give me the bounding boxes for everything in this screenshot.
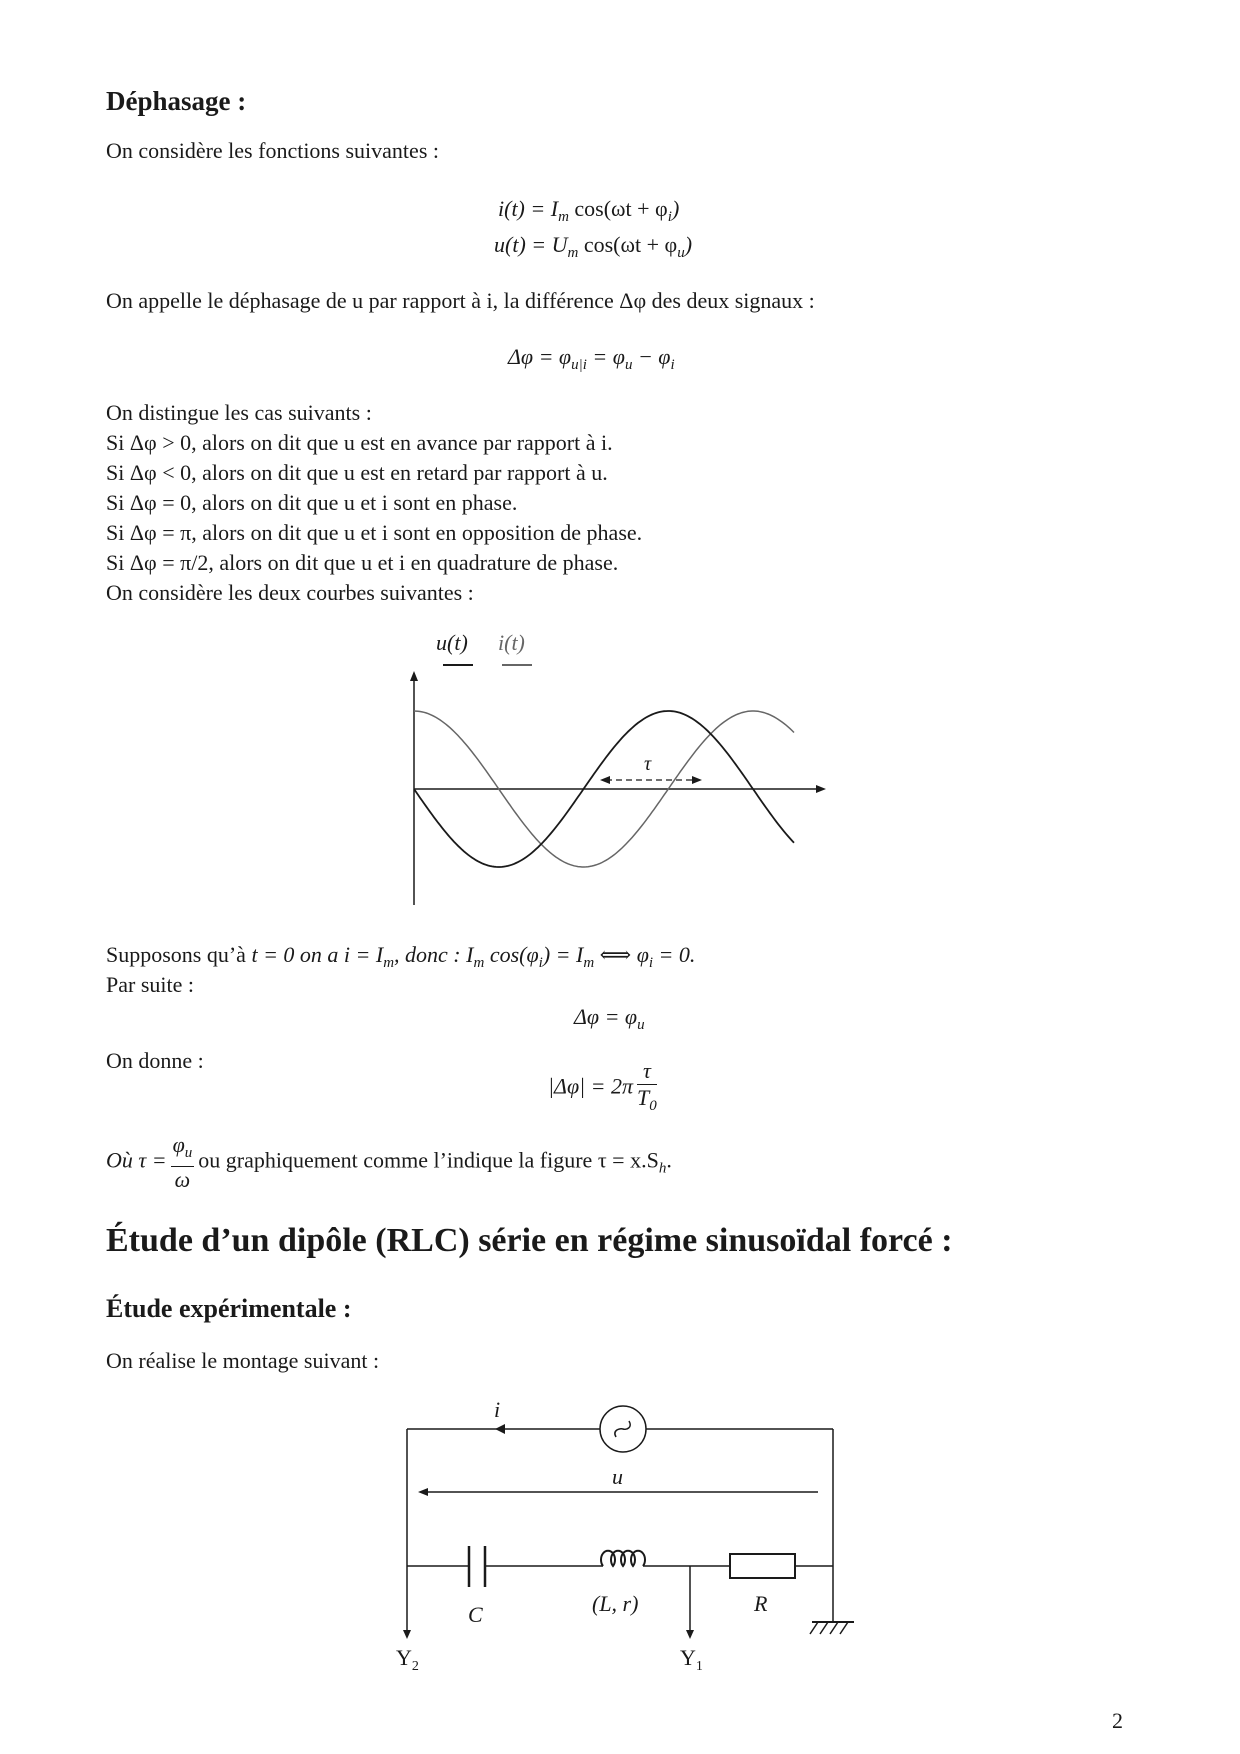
legend-i-label: i(t) [498,630,525,655]
definition-text: On appelle le déphasage de u par rapport à i, la différence Δφ des deux signaux : [106,288,815,313]
ground-hatch [810,1622,818,1634]
tau-arrow-head-left [600,776,610,784]
subsection-title-experimental: Étude expérimentale : [106,1294,352,1323]
case-line: On considère les deux courbes suivantes : [106,580,474,605]
voltage-arrow-head [418,1488,428,1496]
section-title-dephasage: Déphasage : [106,86,247,116]
equation-i: $i(t) = I_m$ $\cos(\omega t + \varphi_i)$ [498,196,680,225]
suppose-text: Supposons qu’à t = 0 on a $i = I_m$, donc : $I_m$ $\cos(\varphi_i) = I_m$ ⟺ $\varphi_i = 0$. [106,942,696,971]
probe-y1-arrow [686,1630,694,1639]
equation-u: $u(t) = U_m$ $\cos(\omega t + \varphi_u)$ [494,232,693,261]
definition-equation: $\Delta\varphi = \varphi_{u|i} = \varphi_u - \varphi_i$ [508,344,675,373]
label-y2: $Y_2$ [396,1645,419,1674]
label-c: C [468,1602,483,1627]
on-donne-text: On donne : [106,1048,204,1073]
case-line: Si Δφ > 0, alors on dit que u est en avance par rapport à i. [106,430,613,455]
fraction-tau-t0: $\frac{\tau}{T_0}$ [637,1058,657,1114]
tau-label: τ [644,753,652,775]
inductor-coil-icon [601,1551,645,1566]
intro-text: On considère les fonctions suivantes : [106,138,439,163]
ground-hatch [840,1622,848,1634]
label-u: u [612,1464,623,1489]
legend-u-label: u(t) [436,630,468,655]
label-i: i [494,1397,501,1422]
label-l-r: (L, r) [592,1591,639,1616]
equation-dphi: $\Delta\varphi = \varphi_u$ [574,1004,645,1033]
label-r: R [754,1591,768,1616]
sine-symbol-icon [615,1421,630,1437]
phase-graph [380,620,840,920]
tau-arrow-head-right [692,776,702,784]
y-axis-arrow [410,671,418,681]
current-arrow-icon [495,1424,505,1434]
cases-list [106,398,642,608]
rlc-circuit [380,1390,860,1680]
ground-hatch [830,1622,838,1634]
case-line: Si Δφ < 0, alors on dit que u est en retard par rapport à u. [106,460,608,485]
probe-y2-arrow [403,1630,411,1639]
par-suite-text: Par suite : [106,972,194,997]
case-line: Si Δφ = π, alors on dit que u et i sont en opposition de phase. [106,520,643,545]
montage-intro-text: On réalise le montage suivant : [106,1348,380,1373]
equation-abs-dphi: |Δφ| = 2π $\frac{\tau}{T_0}$ [548,1058,661,1119]
page-number: 2 [1112,1708,1123,1733]
case-line: Si Δφ = π/2, alors on dit que u et i en quadrature de phase. [106,550,619,575]
case-line: Si Δφ = 0, alors on dit que u et i sont en phase. [106,490,518,515]
fraction-phi-omega: $\frac{\varphi_u}{\omega}$ [172,1132,193,1192]
ou-text: Où τ = $\frac{\varphi_u}{\omega}$ ou graphiquement comme l’indique la figure $\tau = x.S_h$. [106,1132,672,1192]
label-y1: $Y_1$ [680,1645,703,1674]
ground-hatch [820,1622,828,1634]
x-axis-arrow [816,785,826,793]
section-title-rlc: Étude d’un dipôle (RLC) série en régime sinusoïdal forcé : [106,1222,953,1259]
resistor-icon [730,1554,795,1578]
case-line: On distingue les cas suivants : [106,400,372,425]
